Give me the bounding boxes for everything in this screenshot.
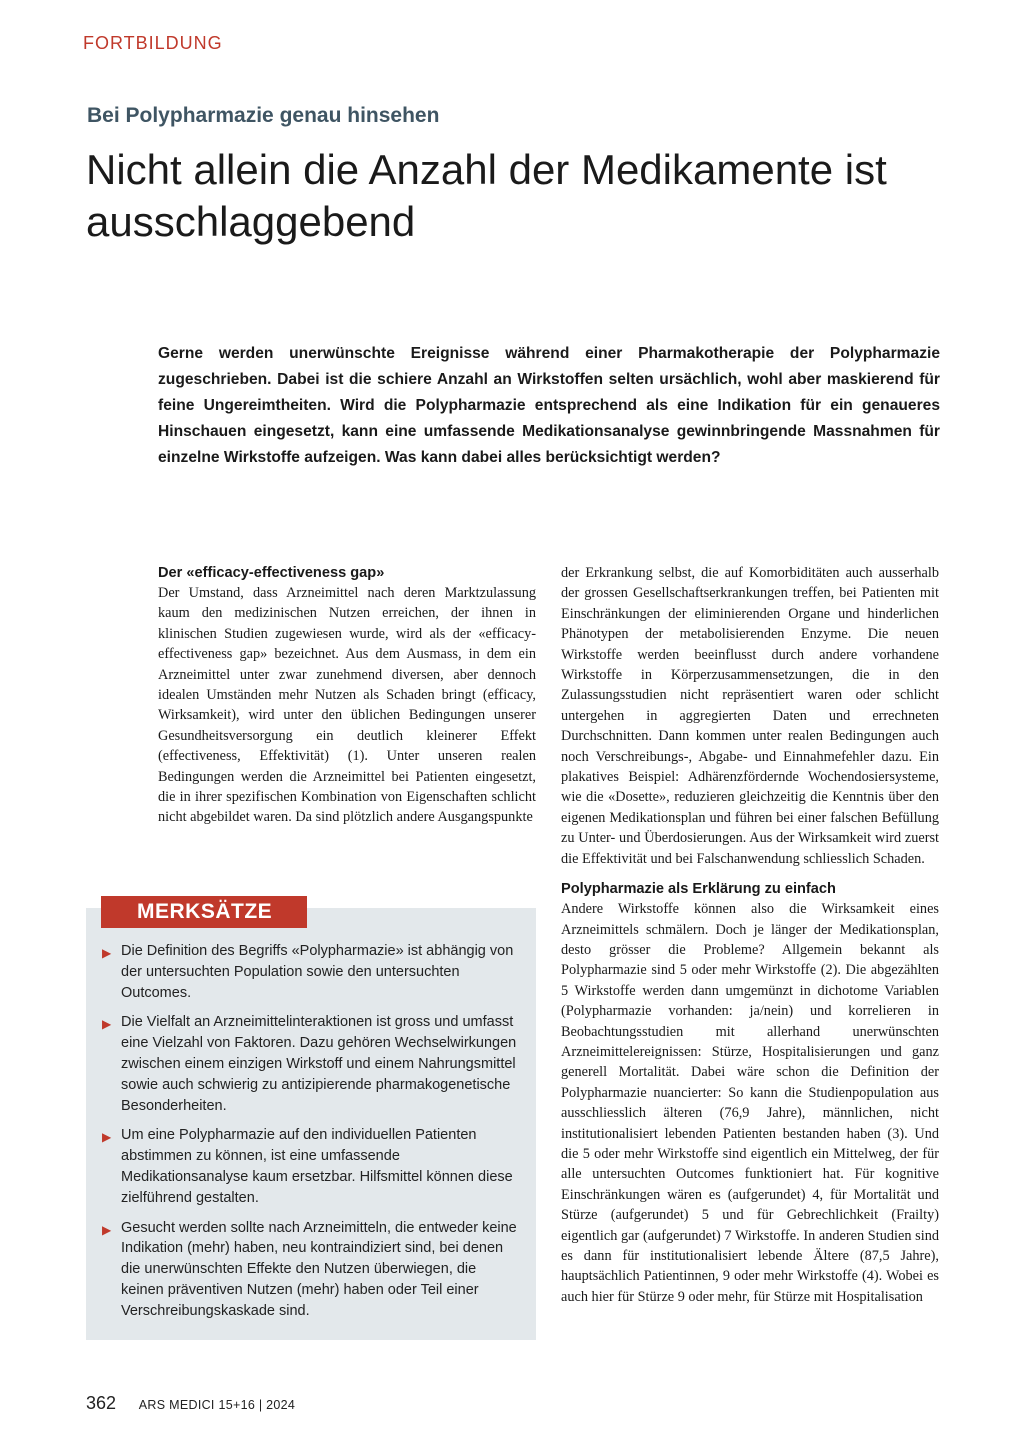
right-column-body-1: der Erkrankung selbst, die auf Komorbiditäten auch ausserhalb der grossen Gesellschaftserkrankungen treffen, bei Patienten mit Einschränkungen der eliminierenden Organe und hinderlichen Phänotypen der metabolisierenden Enzyme. Die neuen Wirkstoffe werden beeinflusst durch andere vorhandene Wirkstoffe in Körperzusammensetzungen, die in den Zulassungsstudien nicht repräsentiert waren oder schlicht untergehen in aggregierten Daten und errechneten Durchschnitten. Dann kommen unter realen Bedingungen auch noch Verschreibungs-, Abgabe- und Einnahmefehler dazu. Ein plakatives Beispiel: Adhärenzfördernde Wochendosiersysteme, wie die «Dosette», reduzieren gleichzeitig die Kenntnis über den eigenen Medikationsplan und führen bei einer falschen Befüllung zu Unter- und Überdosierungen. Aus der Wirksamkeit wird zuerst die Effektivität und bei Falschanwendung schliesslich Schaden. — [561, 565, 939, 867]
right-column-body-2: Andere Wirkstoffe können also die Wirksamkeit eines Arzneimittels schmälern. Doch je länger der Medikationsplan, desto grösser die Probleme? Allgemein bekannt als Polypharmazie sind 5 oder mehr Wirkstoffe (2). Die abgezählten 5 Wirkstoffe werden dann umgemünzt in dichotome Variablen (Polypharmazie vorhanden: ja/nein) und korrelieren in Beobachtungsstudien mit allerhand unerwünschten Arzneimittelereignissen: Stürze, Hospitalisierungen und ganz generell Mortalität. Dabei wäre schon die Definition der Polypharmazie nuancierter: So kann die Studienpopulation aus ausschliesslich älteren (76,9 Jahre), männlichen, nicht institutionalisiert lebenden Patienten bestanden haben (3). Und die 5 oder mehr Wirkstoffe sind eigentlich ein Mittelweg, der für alle untersuchten Outcomes funktioniert hat. Für kognitive Einschränkungen wären es (aufgerundet) 4, für Mortalität und Stürze (aufgerundet) 5 und für Gebrechlichkeit (Frailty) eigentlich gar (aufgerundet) 7 Wirkstoffe. In anderen Studien sind es dann für institutionalisiert lebende Ältere (87,5 Jahre), hauptsächlich Patientinnen, 9 oder mehr Wirkstoffe (4). Wobei es auch hier für Stürze 9 oder mehr, für Stürze mit Hospitalisation — [561, 901, 939, 1305]
page-footer — [86, 1393, 295, 1414]
left-column — [158, 563, 536, 828]
right-column — [561, 563, 939, 1307]
merksatz-text: Die Definition des Begriffs «Polypharmazie» ist abhängig von der untersuchten Population sowie den untersuchten Outcomes. — [121, 943, 514, 1001]
article-headline: Nicht allein die Anzahl der Medikamente ist ausschlaggebend — [86, 146, 887, 245]
merksaetze-list — [102, 941, 520, 1331]
merksatz-text: Um eine Polypharmazie auf den individuellen Patienten abstimmen zu können, ist eine umfassende Medikationsanalyse kaum ersetzbar. Hilfsmittel können diese zielführend gestalten. — [121, 1127, 513, 1206]
merksatz-item — [102, 941, 520, 1003]
merksatz-item — [102, 1125, 520, 1208]
article-subhead: Bei Polypharmazie genau hinsehen — [87, 104, 440, 127]
journal-issue: ARS MEDICI 15+16 | 2024 — [138, 1398, 296, 1412]
merksaetze-title: MERKSÄTZE — [101, 896, 307, 928]
merksatz-text: Die Vielfalt an Arzneimittelinteraktionen ist gross und umfasst eine Vielzahl von Faktoren. Dazu gehören Wechselwirkungen zwischen einem einzigen Wirkstoff und einem Nahrungsmittel sowie auch schwierig zu antizipierende pharmakogenetische Besonderheiten. — [121, 1014, 517, 1114]
red-triangle-bullet-icon: ▶ — [102, 946, 112, 960]
red-triangle-bullet-icon: ▶ — [102, 1222, 112, 1237]
red-triangle-bullet-icon: ▶ — [102, 1130, 112, 1145]
section-kicker: FORTBILDUNG — [83, 33, 223, 53]
page-number: 362 — [86, 1393, 117, 1413]
article-lead: Gerne werden unerwünschte Ereignisse während einer Pharmakotherapie der Polypharmazie zugeschrieben. Dabei ist die schiere Anzahl an Wirkstoffen selten ursächlich, wohl aber maskierend für feine Ungereimtheiten. Wird die Polypharmazie entsprechend als eine Indikation für ein genaueres Hinschauen eingesetzt, kann eine umfassende Medikationsanalyse gewinnbringende Massnahmen für einzelne Wirkstoffe aufzeigen. Was kann dabei alles berücksichtigt werden? — [158, 345, 940, 466]
red-triangle-bullet-icon: ▶ — [102, 1017, 112, 1032]
merksatz-text: Gesucht werden sollte nach Arzneimitteln, die entweder keine Indikation (mehr) haben, neu kontraindiziert sind, bei denen die unerwünschten Effekte den Nutzen überwiegen, die keinen präventiven Nutzen (mehr) haben oder Teil einer Verschreibungskaskade sind. — [121, 1219, 517, 1319]
section-heading-polypharmazie: Polypharmazie als Erklärung zu einfach — [561, 881, 836, 898]
left-column-body: Der Umstand, dass Arzneimittel nach deren Marktzulassung kaum den medizinischen Nutzen erreichen, der ihnen in klinischen Studien zugewiesen wurde, wird als der «efficacy-effectiveness gap» bezeichnet. Aus dem Ausmass, in dem ein Arzneimittel unter zwar zunehmend diversen, aber dennoch idealen Umständen mehr Nutzen als Schaden bringt (efficacy, Wirksamkeit), wird unter den üblichen Bedingungen unserer Gesundheitsversorgung ein deutlich kleinerer Effekt (effectiveness, Effektivität) (1). Unter unseren realen Bedingungen werden die Arzneimittel bei Patienten eingesetzt, die in ihrer spezifischen Kombination von Eigenschaften schlicht nicht abgebildet waren. Da sind plötzlich andere Ausgangspunkte — [158, 585, 536, 826]
section-heading-efficacy-gap: Der «efficacy-effectiveness gap» — [158, 565, 385, 581]
merksatz-item — [102, 1218, 520, 1322]
merksatz-item — [102, 1012, 520, 1116]
